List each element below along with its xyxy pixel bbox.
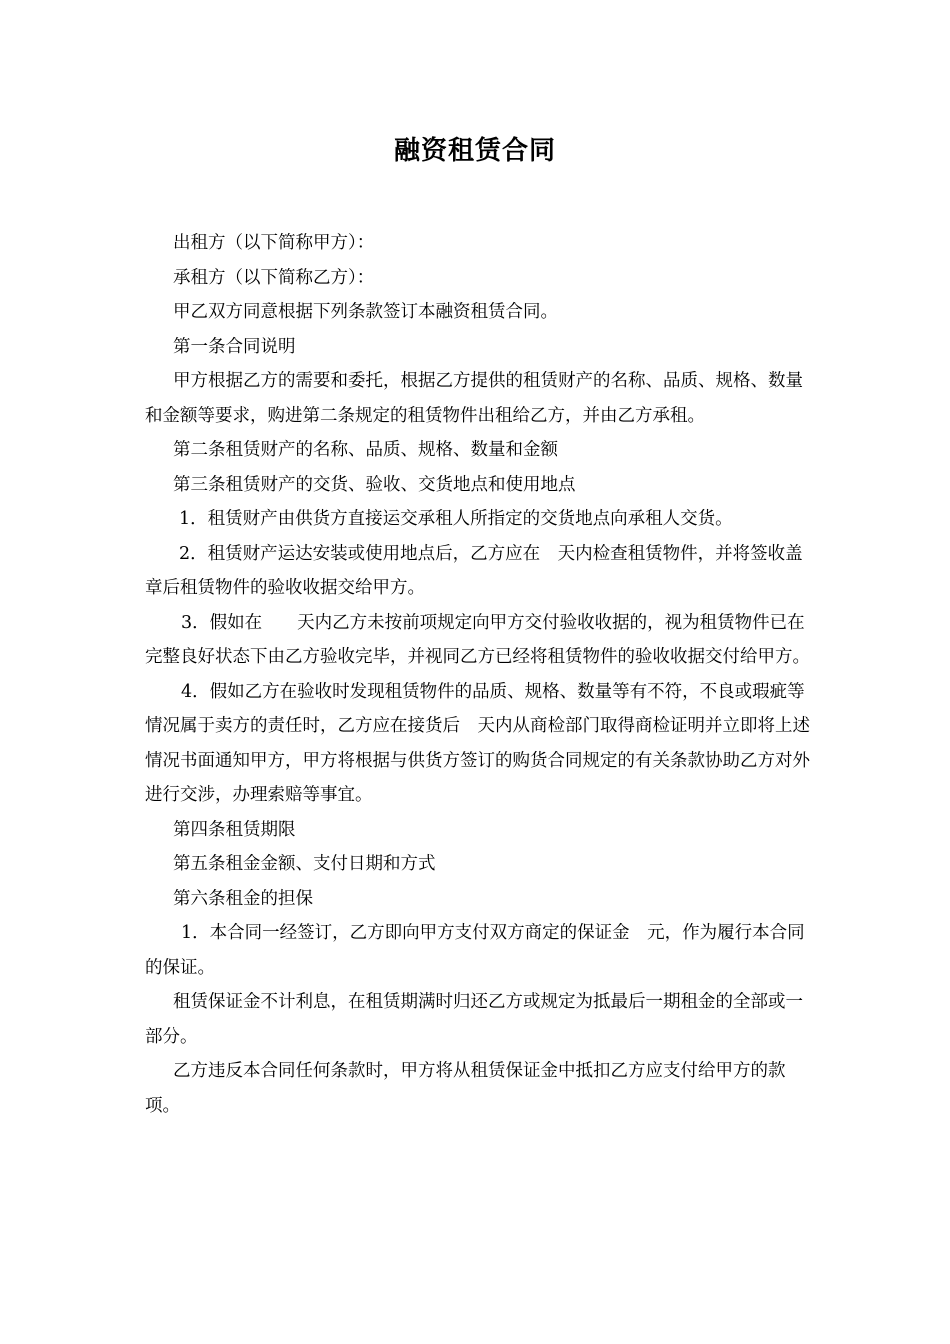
lessor-line: 出租方（以下简称甲方）： (173, 233, 375, 253)
article-6-deposit-deduction: 乙方违反本合同任何条款时，甲方将从租赁保证金中抵扣乙方应支付给甲方的款项。 (145, 1061, 786, 1116)
article-1-heading: 第一条合同说明 (173, 336, 296, 357)
article-5-heading: 第五条租金金额、支付日期和方式 (173, 854, 436, 874)
document-title: 融资租赁合同 (393, 136, 556, 166)
article-3-heading: 第三条租赁财产的交货、验收、交货地点和使用地点 (173, 474, 576, 495)
lessee-line: 承租方（以下简称乙方）： (173, 267, 375, 288)
agreement-statement: 甲乙双方同意根据下列条款签订本融资租赁合同。 (173, 302, 558, 322)
article-4-heading: 第四条租赁期限 (173, 819, 296, 840)
article-2-heading: 第二条租赁财产的名称、品质、规格、数量和金额 (173, 440, 558, 460)
article-1-text: 甲方根据乙方的需要和委托，根据乙方提供的租赁财产的名称、品质、规格、数量和金额等要求，购进第二条规定的租赁物件出租给乙方，并由乙方承租。 (145, 371, 803, 426)
article-3-item-4: 4．假如乙方在验收时发现租赁物件的品质、规格、数量等有不符，不良或瑕疵等情况属于卖方的责任时，乙方应在接货后 天内从商检部门取得商检证明并立即将上述情况书面通知甲方，甲方将根据与供货方签订的购货合同规定的有关条款协助乙方对外进行交涉，办理索赔等事宜。 (145, 681, 810, 805)
document-body (145, 226, 820, 1123)
article-6-deposit-interest: 租赁保证金不计利息，在租赁期满时归还乙方或规定为抵最后一期租金的全部或一部分。 (145, 992, 803, 1047)
article-3-item-3: 3．假如在 天内乙方未按前项规定向甲方交付验收收据的，视为租赁物件已在完整良好状态下由乙方验收完毕，并视同乙方已经将租赁物件的验收收据交付给甲方。 (145, 612, 810, 667)
article-3-item-1: 1．租赁财产由供货方直接运交承租人所指定的交货地点向承租人交货。 (179, 509, 733, 529)
article-3-item-2: 2．租赁财产运达安装或使用地点后，乙方应在 天内检查租赁物件，并将签收盖章后租赁物件的验收收据交给甲方。 (145, 543, 803, 598)
article-6-heading: 第六条租金的担保 (173, 888, 313, 909)
article-6-item-1: 1．本合同一经签订，乙方即向甲方支付双方商定的保证金 元，作为履行本合同的保证。 (145, 923, 805, 978)
